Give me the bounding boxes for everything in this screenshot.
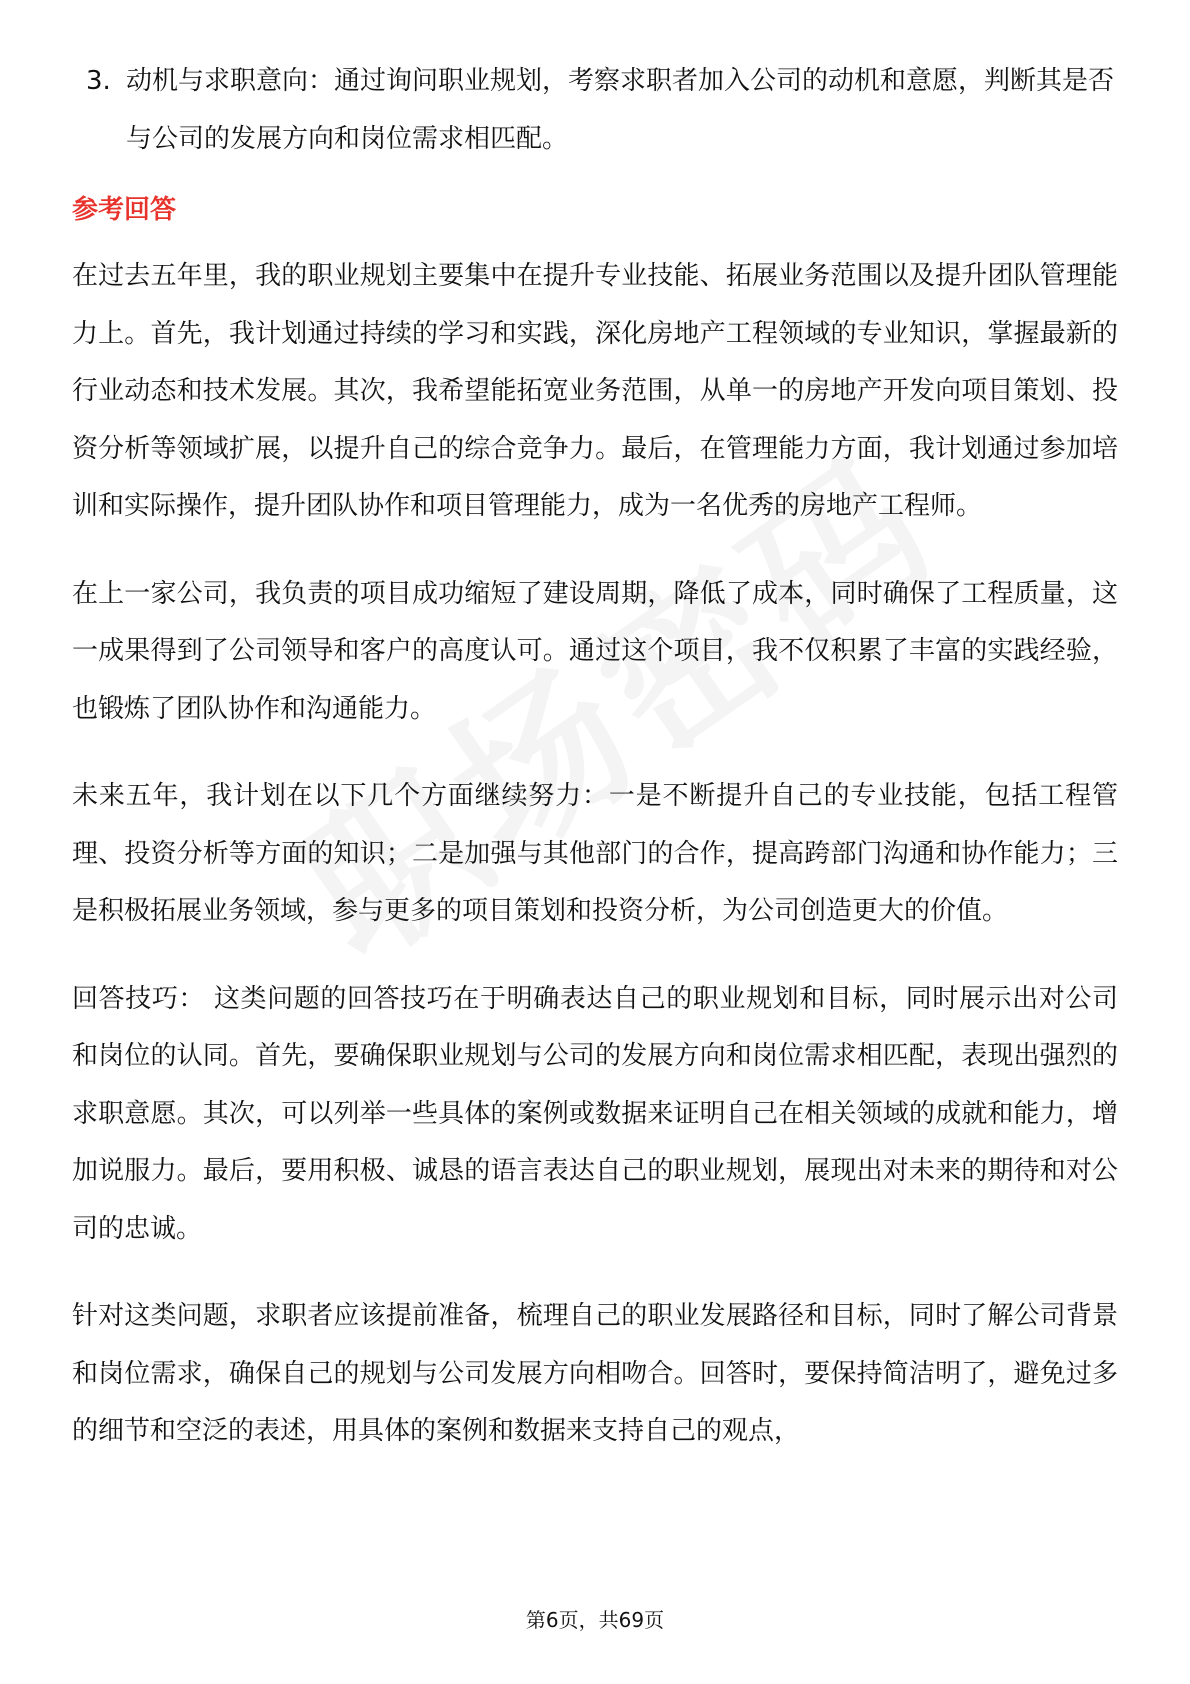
paragraph-career-plan: 在过去五年里，我的职业规划主要集中在提升专业技能、拓展业务范围以及提升团队管理能力上。首先，我计划通过持续的学习和实践，深化房地产工程领域的专业知识，掌握最新的行业动态和技术发展。其次，我希望能拓宽业务范围，从单一的房地产开发向项目策划、投资分析等领域扩展，以提升自己的综合竞争力。最后，在管理能力方面，我计划通过参加培训和实际操作，提升团队协作和项目管理能力，成为一名优秀的房地产工程师。 xyxy=(72,261,1118,521)
paragraph-past-project: 在上一家公司，我负责的项目成功缩短了建设周期，降低了成本，同时确保了工程质量，这一成果得到了公司领导和客户的高度认可。通过这个项目，我不仅积累了丰富的实践经验，也锻炼了团队协作和沟通能力。 xyxy=(72,578,1118,724)
paragraph-preparation-advice: 针对这类问题，求职者应该提前准备，梳理自己的职业发展路径和目标，同时了解公司背景和岗位需求，确保自己的规划与公司发展方向相吻合。回答时，要保持简洁明了，避免过多的细节和空泛的表述，用具体的案例和数据来支持自己的观点， xyxy=(72,1301,1118,1446)
list-item xyxy=(72,52,1118,168)
list-item-text: 动机与求职意向：通过询问职业规划，考察求职者加入公司的动机和意愿，判断其是否与公司的发展方向和岗位需求相匹配。 xyxy=(126,66,1115,154)
page-content xyxy=(72,52,1118,1491)
page-number-footer: 第6页，共69页 xyxy=(525,1608,665,1632)
list-number: 3. xyxy=(86,66,111,96)
section-title: 参考回答 xyxy=(72,195,177,225)
paragraph-future-plan: 未来五年，我计划在以下几个方面继续努力：一是不断提升自己的专业技能，包括工程管理、投资分析等方面的知识；二是加强与其他部门的合作，提高跨部门沟通和协作能力；三是积极拓展业务领域，参与更多的项目策划和投资分析，为公司创造更大的价值。 xyxy=(72,781,1118,926)
paragraph-answer-tips: 回答技巧： 这类问题的回答技巧在于明确表达自己的职业规划和目标，同时展示出对公司和岗位的认同。首先，要确保职业规划与公司的发展方向和岗位需求相匹配，表现出强烈的求职意愿。其次，可以列举一些具体的案例或数据来证明自己在相关领域的成就和能力，增加说服力。最后，要用积极、诚恳的语言表达自己的职业规划，展现出对未来的期待和对公司的忠诚。 xyxy=(72,983,1118,1244)
